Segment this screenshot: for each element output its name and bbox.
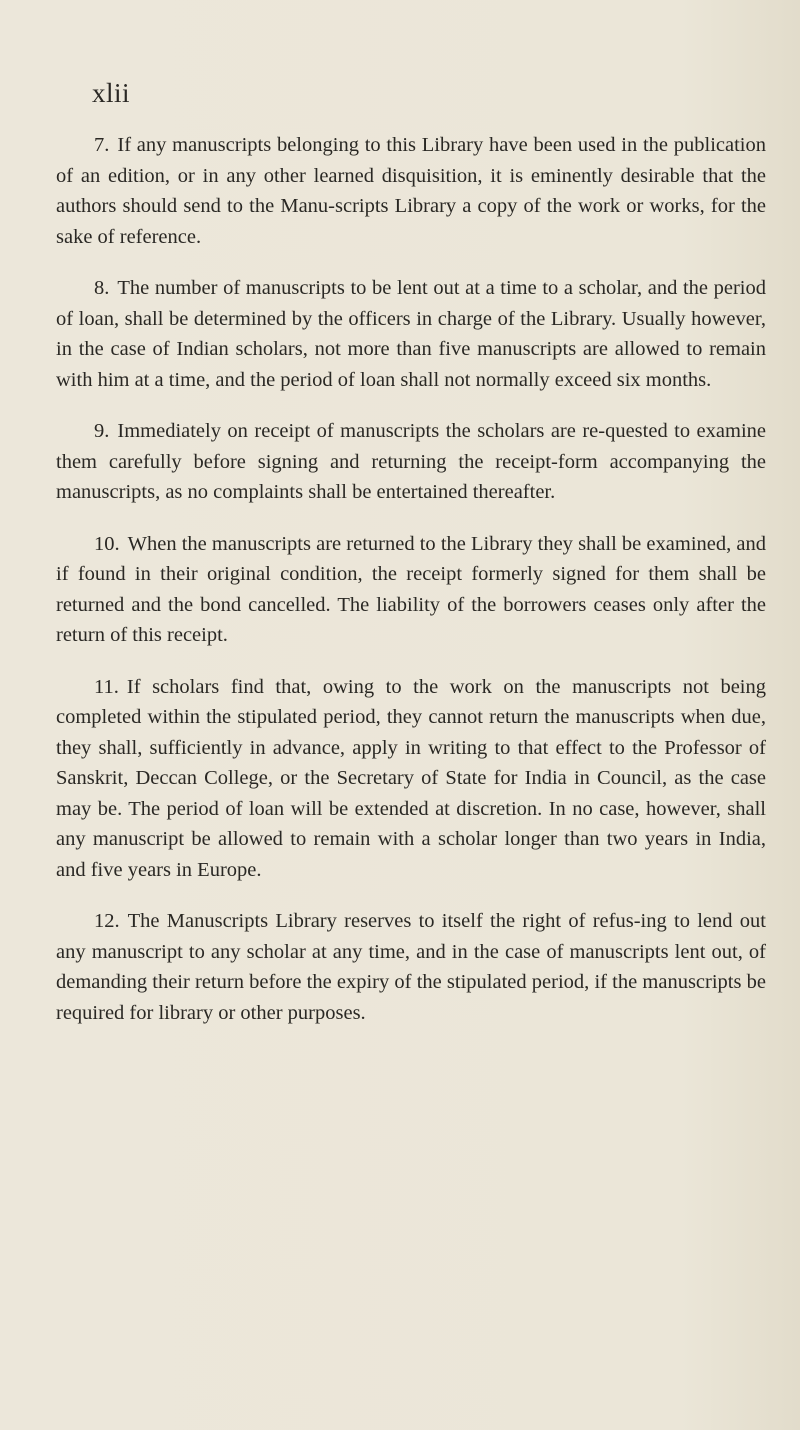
paragraph-text: When the manuscripts are returned to the Library they shall be examined, and if found in their original condition, the receipt formerly signed for them shall be returned and the bond cancelled. The liability of the borrowers ceases only after the return of this receipt. (56, 532, 766, 646)
paragraph-number: 10. (94, 532, 120, 555)
paragraph-8 (56, 273, 766, 395)
paragraph-number: 8. (94, 277, 110, 299)
paragraph-text: The Manuscripts Library reserves to itself the right of refus-ing to lend out any manuscript to any scholar at any time, and in the case of manuscripts lent out, of demanding their return before the expiry of the stipulated period, if the manuscripts be required for library or other purposes. (56, 910, 766, 1024)
paragraph-number: 11. (94, 675, 119, 698)
paragraph-number: 9. (94, 420, 110, 442)
paragraph-text: Immediately on receipt of manuscripts the scholars are re-quested to examine them carefully before signing and returning the receipt-form accompanying the manuscripts, as no complaints shall be entertained thereafter. (56, 420, 766, 503)
paragraph-text: The number of manuscripts to be lent out at a time to a scholar, and the period of loan, shall be determined by the officers in charge of the Library. Usually however, in the case of Indian scholars, not more than five manuscripts are allowed to remain with him at a time, and the period of loan shall not normally exceed six months. (56, 277, 766, 391)
paragraph-text: If scholars find that, owing to the work on the manuscripts not being completed within the stipulated period, they cannot return the manuscripts when due, they shall, sufficiently in advance, apply in writing to that effect to the Professor of Sanskrit, Deccan College, or the Secretary of State for India in Council, as the case may be. The period of loan will be extended at discretion. In no case, however, shall any manuscript be allowed to remain with a scholar longer than two years in India, and five years in Europe. (56, 675, 766, 881)
paragraph-7 (56, 130, 766, 252)
paragraph-number: 7. (94, 134, 110, 156)
paragraph-11 (56, 672, 766, 886)
paragraph-text: If any manuscripts belonging to this Library have been used in the publication of an edition, or in any other learned disquisition, it is eminently desirable that the authors should send to the Manu-scripts Library a copy of the work or works, for the sake of reference. (56, 134, 766, 248)
rules-body (56, 130, 766, 1049)
paragraph-10 (56, 529, 766, 651)
paragraph-12 (56, 906, 766, 1028)
paragraph-9 (56, 416, 766, 508)
page-number: xlii (92, 78, 131, 108)
paragraph-number: 12. (94, 910, 120, 932)
